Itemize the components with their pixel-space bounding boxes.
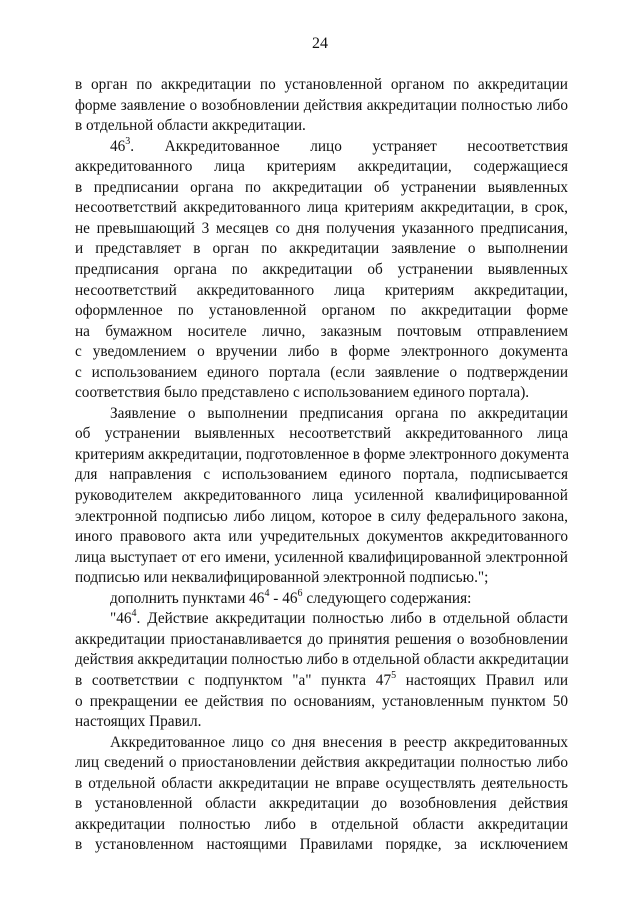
- text-line: в установленном настоящими Правилами порядке, за исключением: [75, 836, 568, 854]
- text-line: в отдельной области аккредитации.: [75, 117, 306, 135]
- text-line: [110, 137, 568, 157]
- text-fragment: в соответствии с подпунктом "а" пункта 47: [75, 672, 392, 689]
- text-fragment: . Действие аккредитации полностью либо в отдельной области: [136, 610, 568, 628]
- text-line: об устранении выявленных несоответствий аккредитованного лица: [75, 425, 568, 443]
- text-fragment: 46: [110, 137, 126, 155]
- text-line: электронной подписью либо лицом, которое в силу федерального закона,: [75, 507, 568, 525]
- superscript: 4: [264, 587, 270, 599]
- text-line: [75, 671, 568, 691]
- text-line: с уведомлением о вручении либо в форме электронного документа: [75, 343, 568, 361]
- text-line: критериям аккредитации, подготовленное в форме электронного документа: [75, 445, 569, 463]
- superscript: 4: [131, 608, 137, 620]
- text-line: аккредитованного лица критериям аккредитации, содержащиеся: [75, 158, 568, 176]
- text-line: соответствия было представлено с использованием единого портала).: [75, 384, 530, 402]
- text-line: в орган по аккредитации по установленной органом по аккредитации: [75, 76, 568, 93]
- superscript: 5: [391, 669, 397, 681]
- text-line: лица выступает от его имени, усиленной квалифицированной электронной: [75, 548, 568, 566]
- text-line: иного правового акта или учредительных документов аккредитованного: [75, 528, 568, 546]
- text-line: настоящих Правил.: [75, 713, 202, 731]
- text-line: аккредитации полностью либо в отдельной области аккредитации: [75, 815, 568, 833]
- page-number: 24: [312, 35, 328, 52]
- text-line: Аккредитованное лицо со дня внесения в реестр аккредитованных: [110, 733, 568, 751]
- text-line: и представляет в орган по аккредитации заявление о выполнении: [75, 240, 568, 258]
- text-line: в отдельной области аккредитации не вправе осуществлять деятельность: [75, 774, 568, 792]
- text-line: для направления с использованием единого портала, подписывается: [75, 466, 568, 484]
- superscript: 3: [125, 135, 131, 147]
- text-line: [110, 589, 568, 609]
- superscript: 6: [297, 587, 303, 599]
- text-fragment: дополнить пунктами 46: [110, 589, 265, 607]
- text-line: несоответствий аккредитованного лица критериям аккредитации,: [75, 281, 568, 299]
- text-line: с использованием единого портала (если заявление о подтверждении: [75, 363, 568, 381]
- text-fragment: настоящих Правил или: [396, 672, 569, 689]
- text-line: о прекращении ее действия по основаниям, установленным пунктом 50: [75, 692, 568, 710]
- text-line: лиц сведений о приостановлении действия аккредитации полностью либо: [75, 754, 568, 772]
- text-line: действия аккредитации полностью либо в отдельной области аккредитации: [75, 651, 569, 669]
- text-line: форме заявление о возобновлении действия аккредитации полностью либо: [75, 96, 568, 114]
- text-line: в установленной области аккредитации до возобновления действия: [75, 795, 568, 813]
- text-line: [110, 609, 568, 629]
- text-line: аккредитации приостанавливается до принятия решения о возобновлении: [75, 630, 568, 648]
- text-line: на бумажном носителе лично, заказным почтовым отправлением: [75, 322, 568, 340]
- text-line: оформленное по установленной органом по аккредитации форме: [75, 302, 568, 320]
- text-fragment: следующего содержания:: [302, 589, 472, 607]
- text-line: в предписании органа по аккредитации об устранении выявленных: [75, 178, 568, 196]
- text-line: предписания органа по аккредитации об устранении выявленных: [75, 261, 568, 278]
- text-line: подписью или неквалифицированной электронной подписью.";: [75, 569, 489, 587]
- text-line: Заявление о выполнении предписания органа по аккредитации: [110, 404, 568, 422]
- text-fragment: - 46: [269, 589, 298, 607]
- text-line: руководителем аккредитованного лица усиленной квалифицированной: [75, 487, 568, 504]
- text-line: не превышающий 3 месяцев со дня получения указанного предписания,: [75, 219, 568, 237]
- text-fragment: . Аккредитованное лицо устраняет несоответствия: [130, 137, 568, 155]
- text-line: несоответствий аккредитованного лица критериям аккредитации, в срок,: [75, 199, 568, 217]
- text-fragment: "46: [110, 610, 132, 628]
